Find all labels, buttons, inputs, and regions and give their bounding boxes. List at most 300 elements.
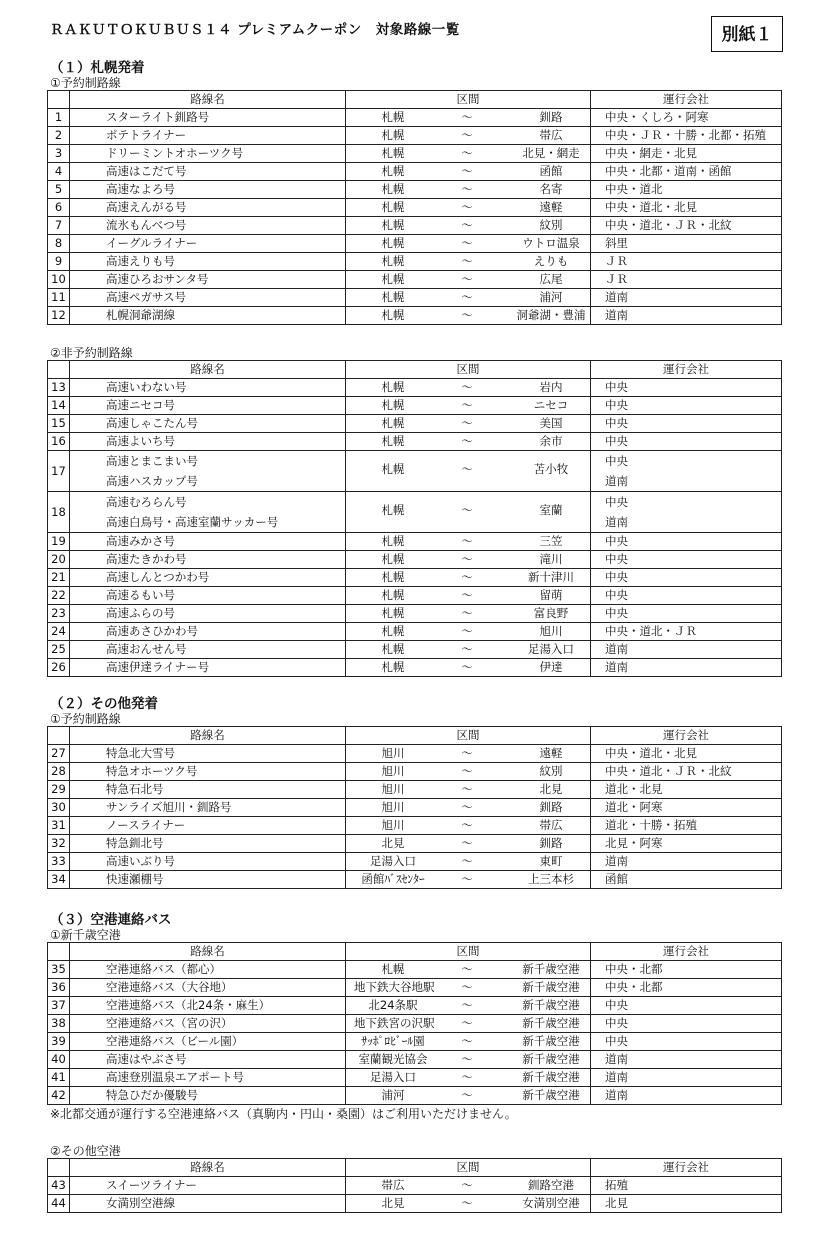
route-section xyxy=(346,1069,591,1087)
route-section xyxy=(346,533,591,551)
route-number: 1 xyxy=(48,109,70,127)
route-number: 12 xyxy=(48,307,70,325)
route-name: 高速とまこまい号 xyxy=(106,454,198,468)
section-from: 北見 xyxy=(381,1196,405,1210)
section-to: 紋別 xyxy=(539,764,563,778)
header-no xyxy=(48,361,70,379)
route-number: 35 xyxy=(48,961,70,979)
section-tilde: 〜 xyxy=(461,800,473,814)
section-title-airport: （３）空港連絡バス xyxy=(50,912,172,928)
subsection-label-sapporo-reserved: ①予約制路線 xyxy=(50,76,121,90)
route-name: 高速しゃこたん号 xyxy=(70,415,346,433)
section-from: 室蘭観光協会 xyxy=(358,1052,428,1066)
section-to: 富良野 xyxy=(533,606,569,620)
section-to: 北見・網走 xyxy=(522,146,580,160)
operating-company: 函館 xyxy=(591,871,782,889)
section-tilde: 〜 xyxy=(461,962,473,976)
section-from: 地下鉄大谷地駅 xyxy=(354,980,435,994)
route-name: 高速るもい号 xyxy=(70,587,346,605)
section-to: 釧路 xyxy=(539,836,563,850)
section-from: 札幌 xyxy=(381,200,405,214)
route-section xyxy=(346,659,591,677)
route-number: 17 xyxy=(48,451,70,492)
section-tilde: 〜 xyxy=(461,290,473,304)
section-from: 札幌 xyxy=(381,110,405,124)
section-to: 広尾 xyxy=(539,272,563,286)
route-section xyxy=(346,1087,591,1105)
route-section xyxy=(346,145,591,163)
header-no xyxy=(48,727,70,745)
section-to: 釧路 xyxy=(539,110,563,124)
route-section xyxy=(346,745,591,763)
header-no xyxy=(48,91,70,109)
route-section xyxy=(346,289,591,307)
section-from: 旭川 xyxy=(381,764,405,778)
section-to: 留萌 xyxy=(539,588,563,602)
route-number: 19 xyxy=(48,533,70,551)
route-section xyxy=(346,871,591,889)
section-tilde: 〜 xyxy=(461,218,473,232)
operating-company: 中央・道北・ＪＲ xyxy=(591,623,782,641)
table-row xyxy=(48,163,782,181)
section-tilde: 〜 xyxy=(461,980,473,994)
route-section xyxy=(346,961,591,979)
route-section xyxy=(346,997,591,1015)
route-name-secondary: 高速白鳥号・高速室蘭サッカー号 xyxy=(106,515,279,529)
section-tilde: 〜 xyxy=(461,308,473,322)
subsection-label-other-reserved: ①予約制路線 xyxy=(50,712,121,726)
operating-company: 中央 xyxy=(591,569,782,587)
section-from: 函館ﾊﾞｽｾﾝﾀｰ xyxy=(361,872,425,886)
header-company: 運行会社 xyxy=(591,1159,782,1177)
operating-company: 中央 xyxy=(591,1015,782,1033)
table-row xyxy=(48,492,782,533)
route-number: 26 xyxy=(48,659,70,677)
section-to: 新千歳空港 xyxy=(522,1070,580,1084)
route-table-sapporo-reserved xyxy=(47,90,782,325)
route-section xyxy=(346,799,591,817)
route-section xyxy=(346,235,591,253)
route-section xyxy=(346,109,591,127)
operating-company: 中央・北都 xyxy=(591,979,782,997)
operating-company: 中央 xyxy=(591,433,782,451)
table-header-row xyxy=(48,91,782,109)
operating-company: 中央・北都・道南・函館 xyxy=(591,163,782,181)
route-number: 22 xyxy=(48,587,70,605)
table-row xyxy=(48,109,782,127)
section-from: 札幌 xyxy=(381,218,405,232)
operating-company: 北見・阿寒 xyxy=(591,835,782,853)
section-tilde: 〜 xyxy=(461,236,473,250)
header-route-name: 路線名 xyxy=(70,727,346,745)
section-tilde: 〜 xyxy=(461,503,473,517)
operating-company: 中央・道北・ＪＲ・北紋 xyxy=(591,763,782,781)
section-tilde: 〜 xyxy=(461,624,473,638)
route-name: 女満別空港線 xyxy=(70,1195,346,1213)
table-header-row xyxy=(48,943,782,961)
operating-company: 中央 xyxy=(591,551,782,569)
operating-company: 拓殖 xyxy=(591,1177,782,1195)
route-section xyxy=(346,1015,591,1033)
route-name: 特急北大雪号 xyxy=(70,745,346,763)
section-title-other: （２）その他発着 xyxy=(50,696,158,712)
operating-company: 中央 xyxy=(591,415,782,433)
route-name: 高速はこだて号 xyxy=(70,163,346,181)
operating-company: ＪＲ xyxy=(591,271,782,289)
section-from: 札幌 xyxy=(381,416,405,430)
table-row xyxy=(48,979,782,997)
route-name: 空港連絡バス（都心） xyxy=(70,961,346,979)
section-to: 新十津川 xyxy=(528,570,574,584)
route-number: 25 xyxy=(48,641,70,659)
table-row xyxy=(48,271,782,289)
route-name: 高速たきかわ号 xyxy=(70,551,346,569)
section-tilde: 〜 xyxy=(461,818,473,832)
section-from: 札幌 xyxy=(381,534,405,548)
route-name: 高速ひろおサンタ号 xyxy=(70,271,346,289)
route-number: 39 xyxy=(48,1033,70,1051)
header-no xyxy=(48,1159,70,1177)
section-from: 旭川 xyxy=(381,746,405,760)
section-from: 札幌 xyxy=(381,182,405,196)
table-header-row xyxy=(48,1159,782,1177)
operating-company: 道南 xyxy=(591,307,782,325)
section-from: 札幌 xyxy=(381,380,405,394)
table-row xyxy=(48,817,782,835)
section-to: 上三本杉 xyxy=(528,872,574,886)
route-name: サンライズ旭川・釧路号 xyxy=(70,799,346,817)
route-name-cell xyxy=(70,492,346,533)
operating-company: 中央 xyxy=(591,997,782,1015)
section-tilde: 〜 xyxy=(461,836,473,850)
section-tilde: 〜 xyxy=(461,254,473,268)
route-number: 7 xyxy=(48,217,70,235)
section-to: 旭川 xyxy=(539,624,563,638)
route-number: 6 xyxy=(48,199,70,217)
section-to: 室蘭 xyxy=(539,503,563,517)
section-to: 帯広 xyxy=(539,818,563,832)
route-number: 23 xyxy=(48,605,70,623)
section-from: 旭川 xyxy=(381,818,405,832)
section-tilde: 〜 xyxy=(461,182,473,196)
route-section xyxy=(346,127,591,145)
route-name: 高速登別温泉エアポート号 xyxy=(70,1069,346,1087)
route-section xyxy=(346,763,591,781)
section-to: 釧路空港 xyxy=(528,1178,574,1192)
route-section xyxy=(346,1051,591,1069)
route-section xyxy=(346,492,591,533)
table-row xyxy=(48,997,782,1015)
table-row xyxy=(48,1033,782,1051)
section-tilde: 〜 xyxy=(461,128,473,142)
route-section xyxy=(346,587,591,605)
table-row xyxy=(48,307,782,325)
route-section xyxy=(346,307,591,325)
route-number: 13 xyxy=(48,379,70,397)
section-from: 札幌 xyxy=(381,236,405,250)
section-to: 美国 xyxy=(539,416,563,430)
route-name: 高速みかさ号 xyxy=(70,533,346,551)
route-name: 高速おんせん号 xyxy=(70,641,346,659)
table-row xyxy=(48,623,782,641)
operating-company-secondary: 道南 xyxy=(605,474,628,488)
section-tilde: 〜 xyxy=(461,110,473,124)
route-section xyxy=(346,569,591,587)
route-name: 高速えりも号 xyxy=(70,253,346,271)
section-to: 帯広 xyxy=(539,128,563,142)
section-tilde: 〜 xyxy=(461,534,473,548)
operating-company: 中央 xyxy=(591,397,782,415)
table-row xyxy=(48,853,782,871)
table-row xyxy=(48,217,782,235)
section-tilde: 〜 xyxy=(461,998,473,1012)
header-section: 区間 xyxy=(346,91,591,109)
section-from: 札幌 xyxy=(381,164,405,178)
subsection-label-sapporo-unreserved: ②非予約制路線 xyxy=(50,346,133,360)
table-row xyxy=(48,127,782,145)
route-number: 30 xyxy=(48,799,70,817)
route-section xyxy=(346,817,591,835)
route-section xyxy=(346,1033,591,1051)
operating-company: 道南 xyxy=(591,1051,782,1069)
table-row xyxy=(48,961,782,979)
table-row xyxy=(48,745,782,763)
section-to: 洞爺湖・豊浦 xyxy=(516,308,586,322)
section-from: 札幌 xyxy=(381,660,405,674)
operating-company-secondary: 道南 xyxy=(605,515,628,529)
section-from: 旭川 xyxy=(381,782,405,796)
section-tilde: 〜 xyxy=(461,588,473,602)
table-row xyxy=(48,605,782,623)
route-number: 33 xyxy=(48,853,70,871)
section-tilde: 〜 xyxy=(461,782,473,796)
route-number: 37 xyxy=(48,997,70,1015)
route-section xyxy=(346,253,591,271)
section-to: ウトロ温泉 xyxy=(522,236,580,250)
header-route-name: 路線名 xyxy=(70,1159,346,1177)
route-name: 快速瀬棚号 xyxy=(70,871,346,889)
section-title-sapporo: （１）札幌発着 xyxy=(50,60,145,76)
route-section xyxy=(346,433,591,451)
section-from: 札幌 xyxy=(381,624,405,638)
table-row xyxy=(48,569,782,587)
table-row xyxy=(48,415,782,433)
section-tilde: 〜 xyxy=(461,434,473,448)
section-to: 苫小牧 xyxy=(533,462,569,476)
section-to: 紋別 xyxy=(539,218,563,232)
route-number: 28 xyxy=(48,763,70,781)
company-cell xyxy=(591,451,782,492)
section-from: 足湯入口 xyxy=(370,854,416,868)
table-row xyxy=(48,1087,782,1105)
table-row xyxy=(48,1051,782,1069)
operating-company: 道北・阿寒 xyxy=(591,799,782,817)
section-tilde: 〜 xyxy=(461,272,473,286)
section-to: 東町 xyxy=(539,854,563,868)
header-company: 運行会社 xyxy=(591,91,782,109)
route-number: 18 xyxy=(48,492,70,533)
section-tilde: 〜 xyxy=(461,1034,473,1048)
section-from: 札幌 xyxy=(381,570,405,584)
section-to: 遠軽 xyxy=(539,746,563,760)
route-name: 空港連絡バス（大谷地） xyxy=(70,979,346,997)
section-from: 札幌 xyxy=(381,606,405,620)
route-name: 高速よいち号 xyxy=(70,433,346,451)
route-number: 24 xyxy=(48,623,70,641)
route-section xyxy=(346,551,591,569)
header-company: 運行会社 xyxy=(591,361,782,379)
section-from: 旭川 xyxy=(381,800,405,814)
route-name: 高速むろらん号 xyxy=(106,495,187,509)
operating-company: ＪＲ xyxy=(591,253,782,271)
section-to: 三笠 xyxy=(539,534,563,548)
route-number: 5 xyxy=(48,181,70,199)
table-row xyxy=(48,641,782,659)
table-row xyxy=(48,451,782,492)
subsection-label-other-airports: ②その他空港 xyxy=(50,1144,121,1158)
operating-company: 中央・道北・北見 xyxy=(591,745,782,763)
route-name: 高速いわない号 xyxy=(70,379,346,397)
table-row xyxy=(48,1015,782,1033)
header-route-name: 路線名 xyxy=(70,943,346,961)
section-tilde: 〜 xyxy=(461,606,473,620)
section-tilde: 〜 xyxy=(461,872,473,886)
table-row xyxy=(48,533,782,551)
route-number: 31 xyxy=(48,817,70,835)
route-name: 高速なよろ号 xyxy=(70,181,346,199)
route-name: 特急ひだか優駿号 xyxy=(70,1087,346,1105)
section-tilde: 〜 xyxy=(461,1196,473,1210)
route-section xyxy=(346,979,591,997)
section-to: 新千歳空港 xyxy=(522,1034,580,1048)
route-name: 特急石北号 xyxy=(70,781,346,799)
operating-company: 道南 xyxy=(591,853,782,871)
section-from: 地下鉄宮の沢駅 xyxy=(354,1016,435,1030)
table-row xyxy=(48,763,782,781)
section-to: 浦河 xyxy=(539,290,563,304)
section-from: ｻｯﾎﾟﾛﾋﾞｰﾙ園 xyxy=(361,1034,425,1048)
operating-company: 中央 xyxy=(591,533,782,551)
route-section xyxy=(346,397,591,415)
route-section xyxy=(346,451,591,492)
table-row xyxy=(48,145,782,163)
operating-company: 中央・道北・北見 xyxy=(591,199,782,217)
route-number: 2 xyxy=(48,127,70,145)
route-section xyxy=(346,1195,591,1213)
route-number: 32 xyxy=(48,835,70,853)
section-tilde: 〜 xyxy=(461,200,473,214)
route-name: 高速えんがる号 xyxy=(70,199,346,217)
route-number: 44 xyxy=(48,1195,70,1213)
route-name: 高速ペガサス号 xyxy=(70,289,346,307)
table-row xyxy=(48,551,782,569)
route-name: 高速伊達ライナー号 xyxy=(70,659,346,677)
section-tilde: 〜 xyxy=(461,746,473,760)
route-section xyxy=(346,163,591,181)
operating-company: 道南 xyxy=(591,1069,782,1087)
route-name: 高速ふらの号 xyxy=(70,605,346,623)
route-number: 8 xyxy=(48,235,70,253)
table-row xyxy=(48,379,782,397)
table-row xyxy=(48,235,782,253)
table-row xyxy=(48,799,782,817)
section-tilde: 〜 xyxy=(461,660,473,674)
table-row xyxy=(48,433,782,451)
table-row xyxy=(48,397,782,415)
route-section xyxy=(346,1177,591,1195)
section-to: ニセコ xyxy=(533,398,569,412)
route-section xyxy=(346,781,591,799)
section-tilde: 〜 xyxy=(461,1088,473,1102)
route-name: 高速いぶり号 xyxy=(70,853,346,871)
section-from: 札幌 xyxy=(381,290,405,304)
annex-label: 別紙１ xyxy=(711,16,783,52)
route-section xyxy=(346,379,591,397)
section-from: 札幌 xyxy=(381,642,405,656)
route-name: 空港連絡バス（ビール園） xyxy=(70,1033,346,1051)
route-section xyxy=(346,853,591,871)
operating-company: 中央 xyxy=(605,454,628,468)
operating-company: 道南 xyxy=(591,641,782,659)
table-row xyxy=(48,1195,782,1213)
route-number: 36 xyxy=(48,979,70,997)
operating-company: 中央・道北 xyxy=(591,181,782,199)
table-row xyxy=(48,199,782,217)
operating-company: 道南 xyxy=(591,659,782,677)
company-cell xyxy=(591,492,782,533)
route-table-sapporo-unreserved xyxy=(47,360,782,677)
table-header-row xyxy=(48,727,782,745)
route-table-other-airports xyxy=(47,1158,782,1213)
route-number: 16 xyxy=(48,433,70,451)
route-number: 10 xyxy=(48,271,70,289)
operating-company: 道南 xyxy=(591,1087,782,1105)
section-tilde: 〜 xyxy=(461,1178,473,1192)
section-from: 浦河 xyxy=(381,1088,405,1102)
table-row xyxy=(48,781,782,799)
route-name: スイーツライナー xyxy=(70,1177,346,1195)
operating-company: 中央 xyxy=(591,379,782,397)
table-row xyxy=(48,1069,782,1087)
header-section: 区間 xyxy=(346,943,591,961)
section-tilde: 〜 xyxy=(461,764,473,778)
header-company: 運行会社 xyxy=(591,727,782,745)
route-number: 4 xyxy=(48,163,70,181)
header-section: 区間 xyxy=(346,727,591,745)
operating-company: 道北・十勝・拓殖 xyxy=(591,817,782,835)
section-from: 札幌 xyxy=(381,146,405,160)
section-from: 帯広 xyxy=(381,1178,405,1192)
section-tilde: 〜 xyxy=(461,854,473,868)
operating-company: 北見 xyxy=(591,1195,782,1213)
section-to: 新千歳空港 xyxy=(522,998,580,1012)
route-name: 高速ニセコ号 xyxy=(70,397,346,415)
route-name: ドリーミントオホーツク号 xyxy=(70,145,346,163)
section-from: 札幌 xyxy=(381,503,405,517)
section-from: 札幌 xyxy=(381,308,405,322)
section-to: 足湯入口 xyxy=(528,642,574,656)
section-tilde: 〜 xyxy=(461,552,473,566)
section-from: 札幌 xyxy=(381,128,405,142)
section-from: 札幌 xyxy=(381,254,405,268)
table-row xyxy=(48,587,782,605)
route-name-secondary: 高速ハスカップ号 xyxy=(106,474,198,488)
section-tilde: 〜 xyxy=(461,380,473,394)
section-to: 岩内 xyxy=(539,380,563,394)
section-tilde: 〜 xyxy=(461,1016,473,1030)
route-number: 9 xyxy=(48,253,70,271)
route-name: 札幌洞爺湖線 xyxy=(70,307,346,325)
